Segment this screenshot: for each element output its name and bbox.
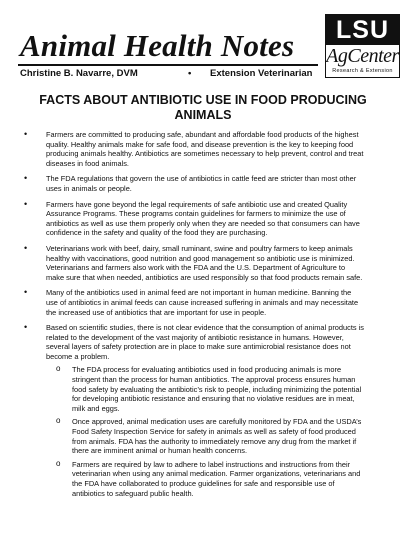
fact-list [24,130,364,504]
newsletter-title: Animal Health Notes [20,28,295,63]
subpoint-item: o Once approved, animal medication uses are carefully monitored by FDA and the USDA’s Food Safety Inspection Service for safety in animals as well as safety of food produced from animals. FDA has the authority to immediately remove any drug from the market if there are imminent animal or human health concerns. [46,417,364,455]
author-name: Christine B. Navarre, DVM [20,68,138,79]
byline-separator: • [188,68,192,79]
byline [20,68,320,79]
logo-lsu-text: LSU [326,15,399,45]
lsu-agcenter-logo [325,14,400,78]
subpoint-item: o The FDA process for evaluating antibiotics used in food producing animals is more stringent than the process for human antibiotics. The approval process ensures human food safety by evaluating the antibiotic’s risk to people, including minimizing the potential for developing antibiotic resistance and ensuring that no violative residues are in meat, milk and eggs. [46,365,364,413]
author-role: Extension Veterinarian [210,68,313,79]
fact-item: • Many of the antibiotics used in animal feed are not important in human medicine. Banning the use of antibiotics in animal feeds can cause increased suffering in animals and may necessitate the increased use of antibiotics that are important for use in people. [24,288,364,317]
fact-item: • Farmers have gone beyond the legal requirements of safe antibiotic use and created Quality Assurance Programs. These programs contain guidelines for farmers to minimize the use of antibiotics as well as use them properly only when they are needed so that consumers can have confidence in the safety and quality of the food they are purchasing. [24,200,364,238]
fact-item: • Farmers are committed to producing safe, abundant and affordable food products of the highest quality. Healthy animals make for safe food, and disease prevention is the key to keeping food producing animals healthy. Antibiotics are sometimes necessary to help prevent, control and treat diseases in food animals. [24,130,364,168]
logo-agcenter-text: AgCenter [326,45,399,67]
logo-tagline: Research & Extension [332,68,393,74]
fact-item-with-subpoints [24,323,364,498]
newsletter-header [14,14,398,78]
title-rule [18,64,318,66]
safety-subpoint-list [46,365,364,498]
subpoint-item: o Farmers are required by law to adhere to label instructions and instructions from their veterinarian when using any animal medication. Farmer organizations, veterinarians and the FDA have collaborated to produce guidelines for safe and responsible use of antibiotics to safeguard public health. [46,460,364,498]
fact-item: • The FDA regulations that govern the use of antibiotics in cattle feed are stricter than most other uses in animals or people. [24,174,364,193]
fact-item: • Veterinarians work with beef, dairy, small ruminant, swine and poultry farmers to keep animals healthy with vaccinations, good nutrition and good management so antibiotic use is minimized. Veterinarians and farmers also work with the FDA and the U.S. Department of Agriculture to make sure that when needed, antibiotics are used responsibly so that food products remain safe. [24,244,364,282]
fact-item-text: Based on scientific studies, there is not clear evidence that the consumption of animal products is related to the development of the vast majority of antibiotic resistance in humans. However, several layers of safety protection are in place to make sure antimicrobial resistance does not become a problem. [46,323,364,361]
document-title: FACTS ABOUT ANTIBIOTIC USE IN FOOD PRODUCING ANIMALS [39,93,367,122]
